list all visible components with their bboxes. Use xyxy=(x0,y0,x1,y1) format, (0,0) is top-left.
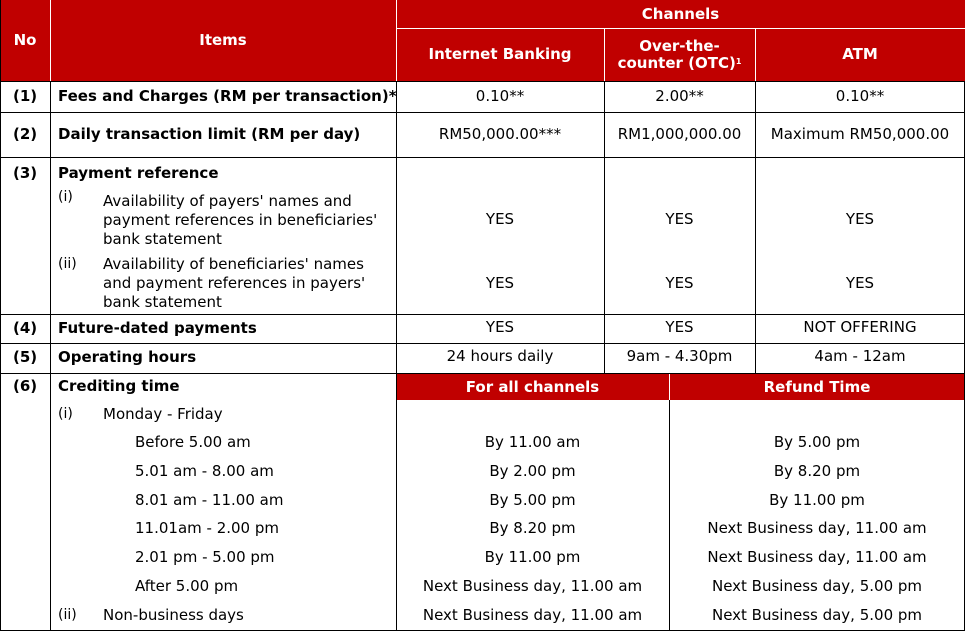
row-3ii-line3: bank statement xyxy=(103,293,222,311)
row-5-ib: 24 hours daily xyxy=(446,347,554,365)
header-refund-time: Refund Time xyxy=(669,374,965,400)
slot-3-refund: Next Business day, 11.00 am xyxy=(707,519,927,537)
row-4-atm: NOT OFFERING xyxy=(803,318,917,336)
row-3-no: (3) xyxy=(13,164,38,182)
slot-5-time: After 5.00 pm xyxy=(135,577,239,595)
row-6-no: (6) xyxy=(13,377,38,395)
row-2-atm: Maximum RM50,000.00 xyxy=(770,125,950,143)
row-5-otc: 9am - 4.30pm xyxy=(626,347,733,365)
slot-1-time: 5.01 am - 8.00 am xyxy=(135,462,274,480)
row-3ii-line2: and payment references in payers' xyxy=(103,274,366,292)
row-6i-label: Monday - Friday xyxy=(103,405,223,423)
row-5-atm: 4am - 12am xyxy=(814,347,906,365)
row-3ii-ib: YES xyxy=(485,274,515,292)
header-otc: Over-the- counter (OTC)$^1$ xyxy=(604,28,755,81)
slot-0-time: Before 5.00 am xyxy=(135,433,251,451)
row-2-otc: RM1,000,000.00 xyxy=(617,125,742,143)
slot-2-refund: By 11.00 pm xyxy=(769,491,865,509)
row-6ii-idx: (ii) xyxy=(58,607,77,623)
row-4-label: Future-dated payments xyxy=(58,319,257,337)
header-items: Items xyxy=(50,0,396,81)
slot-4-refund: Next Business day, 11.00 am xyxy=(707,548,927,566)
slot-3-all: By 8.20 pm xyxy=(489,519,576,537)
row-1-label: Fees and Charges (RM per transaction)* xyxy=(58,87,397,105)
slot-4-time: 2.01 pm - 5.00 pm xyxy=(135,548,275,566)
slot-2-time: 8.01 am - 11.00 am xyxy=(135,491,284,509)
row-5-no: (5) xyxy=(13,348,38,366)
header-internet-banking: Internet Banking xyxy=(396,28,604,81)
slot-4-all: By 11.00 pm xyxy=(484,548,581,566)
row-6ii-refund: Next Business day, 5.00 pm xyxy=(711,606,923,624)
slot-5-refund: Next Business day, 5.00 pm xyxy=(711,577,923,595)
row-6-label: Crediting time xyxy=(58,377,180,395)
row-6ii-label: Non-business days xyxy=(103,606,244,624)
row-2-ib: RM50,000.00*** xyxy=(438,125,562,143)
slot-1-refund: By 8.20 pm xyxy=(773,462,861,480)
row-4-otc: YES xyxy=(665,318,694,336)
row-3i-otc: YES xyxy=(665,210,694,228)
slot-1-all: By 2.00 pm xyxy=(489,462,576,480)
row-3i-ib: YES xyxy=(485,210,515,228)
row-6i-idx: (i) xyxy=(58,406,73,422)
row-6ii-all: Next Business day, 11.00 am xyxy=(422,606,643,624)
row-3i-line2: payment references in beneficiaries' xyxy=(103,211,378,229)
row-4-no: (4) xyxy=(13,319,38,337)
header-for-all-channels: For all channels xyxy=(396,374,669,400)
row-3ii-idx: (ii) xyxy=(58,256,77,272)
slot-0-all: By 11.00 am xyxy=(484,433,581,451)
row-3ii-line1: Availability of beneficiaries' names xyxy=(103,255,364,273)
header-atm: ATM xyxy=(755,28,965,81)
header-no: No xyxy=(0,0,50,81)
slot-5-all: Next Business day, 11.00 am xyxy=(422,577,643,595)
slot-2-all: By 5.00 pm xyxy=(489,491,576,509)
row-3ii-atm: YES xyxy=(845,274,875,292)
row-3i-idx: (i) xyxy=(58,189,73,205)
row-3-label: Payment reference xyxy=(58,164,219,182)
row-2-no: (2) xyxy=(13,125,38,143)
row-3i-line1: Availability of payers' names and xyxy=(103,192,352,210)
row-5-label: Operating hours xyxy=(58,348,197,366)
slot-3-time: 11.01am - 2.00 pm xyxy=(135,519,279,537)
row-2-label: Daily transaction limit (RM per day) xyxy=(58,125,361,143)
row-3i-atm: YES xyxy=(845,210,875,228)
row-4-ib: YES xyxy=(485,318,515,336)
slot-0-refund: By 5.00 pm xyxy=(773,433,861,451)
row-1-atm: 0.10** xyxy=(835,87,885,105)
row-1-otc: 2.00** xyxy=(655,87,704,105)
row-1-ib: 0.10** xyxy=(475,87,525,105)
header-channels: Channels xyxy=(396,0,965,28)
row-3i-line3: bank statement xyxy=(103,230,222,248)
row-1-no: (1) xyxy=(13,87,38,105)
row-3ii-otc: YES xyxy=(665,274,694,292)
